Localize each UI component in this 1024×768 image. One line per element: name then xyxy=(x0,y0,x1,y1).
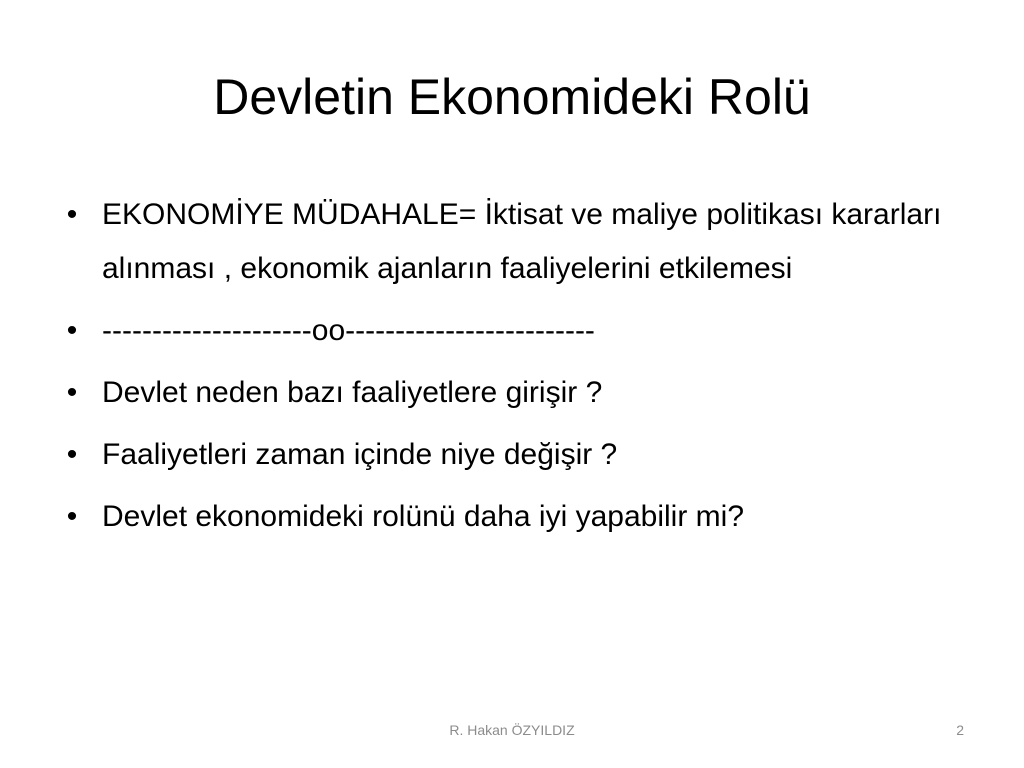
bullet-item xyxy=(62,490,942,544)
footer-author: R. Hakan ÖZYILDIZ xyxy=(449,722,575,738)
bullet-item xyxy=(62,188,942,296)
bullet-item xyxy=(62,366,942,420)
bullet-text: ---------------------oo------------------------- xyxy=(102,314,595,347)
bullet-text: Devlet neden bazı faaliyetlere girişir ? xyxy=(102,376,603,409)
bullet-icon: • xyxy=(66,198,78,231)
bullet-icon: • xyxy=(66,314,78,347)
bullet-text: EKONOMİYE MÜDAHALE= İktisat ve maliye politikası kararları alınması , ekonomik ajanların faaliyelerini etkilemesi xyxy=(102,198,942,285)
bullet-text: Faaliyetleri zaman içinde niye değişir ? xyxy=(102,438,618,471)
slide-title: Devletin Ekonomideki Rolü xyxy=(213,69,811,125)
bullet-text: Devlet ekonomideki rolünü daha iyi yapabilir mi? xyxy=(102,500,744,533)
bullet-icon: • xyxy=(66,376,78,409)
bullet-item xyxy=(62,304,942,358)
bullet-icon: • xyxy=(66,500,78,533)
page-number: 2 xyxy=(956,722,964,738)
bullet-item xyxy=(62,428,942,482)
bullet-list xyxy=(62,188,942,552)
bullet-icon: • xyxy=(66,438,78,471)
